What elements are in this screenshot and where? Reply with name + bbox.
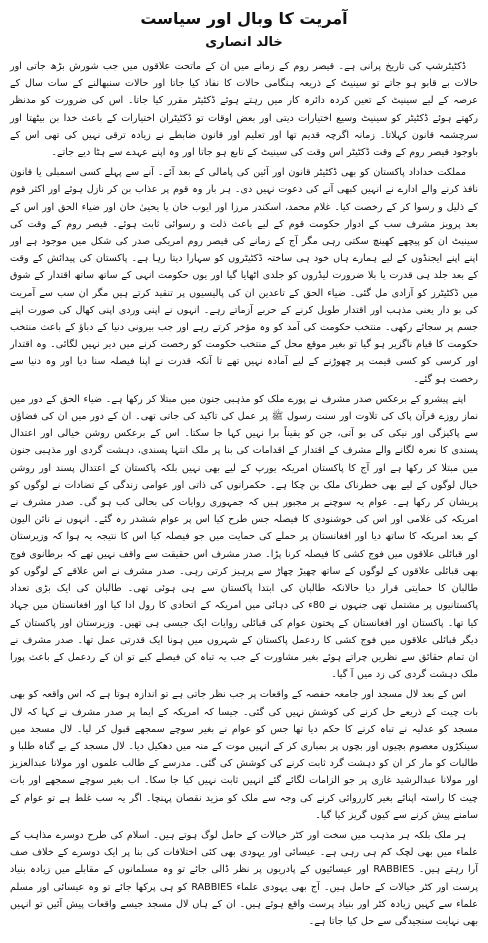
paragraph-1: ڈکٹیٹرشپ کی تاریخ پرانی ہے۔ قیصر روم کے زمانے میں ان کے ماتحت علاقوں میں جب شورش بڑھ جاتی اور حالات بے قابو ہو جاتے تو سینیٹ کے ذریعہ ہنگامی حالات کا نفاذ کیا جاتا اور حالات سنبھالنے کے سات سال کے عرصہ کے لیے سینیٹ کے تعین کردہ دائرہ کار میں رہتے ہوئے ڈکٹیٹر مقرر کیا جاتا۔ اس کی ضرورت کو مدنظر رکھتے ہوئے ڈکٹیٹر کو سینیٹ وسیع اختیارات دیتی اور بعض اوقات تو ڈکٹیٹران اختیارات کے باعث خدا بن بیٹھتا اور سرچشمہ قانون کہلاتا۔ زمانہ اگرچہ قدیم تھا اور تعلیم اور قانون ضابطے نے زیادہ ترقی نہیں کی تھی اس کے باوجود قیصر روم کے وقت ڈکٹیٹر اس وقت کی سینیٹ کے تابع ہو جاتا اور وہ اپنے عہدے سے ہٹا دیے جاتے۔: [10, 61, 478, 159]
paragraph-2: مملکت خداداد پاکستان کو بھی ڈکٹیٹر قانون اور آئین کی پامالی کے بعد آئے۔ آنے سے پہلے کسی اسمبلی یا قانون نافذ کرنے والے ادارے نے انہیں کبھی آنے کی دعوت نہیں دی۔ ہر بار وہ قوم پر عذاب بن کر نازل ہوئے اور اکثر قوم کے ذلیل و رسوا کر کے رخصت کیا۔ غلام محمد، اسکندر مرزا اور ایوب خان یا یحییٰ خان اور ضیاء الحق اور اس کے بعد پرویز مشرف سب کے ادوار حکومت قوم کے لیے باعث ذلت و رسوائی ثابت ہوئے۔ قیصر روم کے وقت کی سینیٹ ان کو پیچھے کھینچ سکتی رہی مگر آج کے زمانے کی قیصر روم امریکی صدر کی شکل میں موجود ہے اور اپنے اپنے ایجنڈوں کے لیے ہمارے ہاں خود ہی ساختہ ڈکٹیٹروں کو سہارا دیتا رہا ہے۔ پاکستان کی پیدائش کے وقت کے بعد جلد ہی قدرت یا بلا ضرورت لیڈروں کو جلدی اٹھایا گیا اور یوں حکومت انہی کے ساتھ ساتھ اقتدار کے شوق میں ڈکٹیٹرز کو آزادی مل گئی۔ ضیاء الحق کے تاعدین ان کی پالیسیوں پر تنقید کرتے ہیں مگر ان سب سے آمریت کی بو دار یعنی مذہب اور اقتدار طویل کرنے کے حربے آزماتے رہے۔ انہوں نے اپنی وردی اپنی کھال کی صورت اپنے جسم پر سجائے رکھی۔ منتخب حکومت کی آمد کو وہ مؤخر کرتے رہے اور جب بیرونی دنیا کے دباؤ کے باعث منتخب حکومت کا قیام ناگزیر ہو گیا تو بغیر موقع محل کے منتخب حکومت کو رخصت کرنے میں دیر نہیں لگائی۔ وہ اقتدار اور کرسی کو کسی قیمت پر چھوڑنے کے لیے آمادہ نہیں تھے تا آنکہ قدرت نے اپنا فیصلہ سنا دیا اور وہ دنیا سے رخصت ہو گئے۔: [10, 167, 478, 385]
article-title: آمریت کا وبال اور سیاست: [140, 9, 348, 28]
paragraph-5: ہر ملک بلکہ ہر مذہب میں سخت اور کٹر خیالات کے حامل لوگ ہوتے ہیں۔ اسلام کی طرح دوسرے مذاہب کے علماء میں بھی لچک کم ہی رہی ہے۔ عیسائی اور یہودی بھی کئی اختلافات کی بنا پر ایک دوسرے کے خلاف صف آرا رہتے ہیں۔ RABBIES اور عیسائیوں کے پادریوں پر نظر ڈالی جائے تو وہ مسلمانوں کے مقابلے میں زیادہ بنیاد پرست اور کٹر خیالات کے حامل ہیں۔ آج بھی یہودی علماء RABBIES کو ہی پرکھا جائے تو وہ عیسائی اور مسلم علماء سے کہیں زیادہ کٹر اور بنیاد پرست واقع ہوئے ہیں۔ ان کے ہاں لال مسجد جیسے واقعات پیش آئیں تو انہیں بھی نہایت سنجیدگی سے حل کیا جاتا ہے۔: [10, 829, 478, 927]
article-author: خالد انصاری: [205, 35, 283, 50]
paragraph-3: اپنے پیشرو کے برعکس صدر مشرف نے پورے ملک کو مذہبی جنون میں مبتلا کر رکھا ہے۔ ضیاء الحق کے دور میں نماز روزے قرآن پاک کی تلاوت اور سنت رسول ﷺ پر عمل کی تاکید کی جاتی تھی۔ ان کے دور میں ان کی فضاؤں سے پاکیزگی اور نیکی کی بو آتی، جن کو یقیناً برا نہیں کہا جا سکتا۔ اس کے برعکس روشن خیالی اور اعتدال پسندی کا نعرہ لگانے والے مشرف کے اقتدار کے اقدامات کی بنا پر ملک انتہا پسندی، دہشت گردی اور مذہبی جنون میں مبتلا کر رکھا ہے اور آج کا پاکستان امریکہ یورپ کے لیے بھی نہیں بلکہ پاکستان کے اعتدال پسند اور روشن خیال لوگوں کے لیے بھی خطرناک ملک بن چکا ہے۔ حکمرانوں کی ذاتی اور عوامی زندگی کے تضادات نے لوگوں کو پریشان کر رکھا ہے۔ عوام یہ سوچنے پر مجبور ہیں کہ جمہوری روایات کی بحالی کب ہو گی۔ صدر مشرف نے امریکہ کی غلامی اور اس کی خوشنودی کا فیصلہ جس طرح کیا اس پر عوام ششدر رہ گئے۔ انہوں نے نائن الیون کے بعد امریکہ کا ساتھ دیا اور افغانستان پر حملے کی حمایت میں جو فیصلہ کیا اس کا نتیجہ یہ ہوا کہ وزیرستان اور قبائلی علاقوں میں فوج کشی کا فیصلہ کرنا پڑا۔ صدر مشرف اس حقیقت سے واقف نہیں تھے کہ برطانوی فوج بھی قبائلی علاقوں کے لوگوں کے ساتھ چھیڑ چھاڑ سے پرہیز کرتی رہی۔ صدر مشرف نے اس علاقے کے لوگوں کو طالبان کا حمایتی قرار دیا حالانکہ طالبان کی ابتدا پاکستان سے ہی ہوئی تھی۔ طالبان کی ایک بڑی تعداد پاکستانیوں پر مشتمل تھی جنہوں نے 80ء کی دہائی میں امریکہ کے اتحادی کا رول ادا کیا اور افغانستان میں جہاد کیا تھا۔ پاکستان اور افغانستان کے پختون عوام کی قبائلی روایات ایک جیسی ہی تھیں۔ وزیرستان اور پاکستان کے دیگر قبائلی علاقوں میں فوج کشی کا ردعمل پاکستان کے شہروں میں ہونا ایک قدرتی عمل تھا۔ صدر مشرف نے ان تمام حقائق سے نظریں چراتے ہوئے بغیر مشاورت کے جب یہ تباہ کن فیصلے کیے تو ان کے ردعمل کے باعث پورا ملک دہشت گردی کی زد میں آ گیا۔: [10, 393, 478, 681]
paragraph-4: اس کے بعد لال مسجد اور جامعہ حفصہ کے واقعات پر جب نظر جاتی ہے تو اندازہ ہوتا ہے کہ اس واقعہ کو بھی بات چیت کے ذریعے حل کرنے کی کوشش نہیں کی گئی۔ جیسا کہ امریکہ کے ایما پر صدر مشرف نے کہا کہ لال مسجد کو عدلیہ نے تباہ کرنے کا حکم دیا تھا جس کو عوام نے بغیر سوچے سمجھے قبول کر لیا۔ لال مسجد میں سینکڑوں معصوم بچیوں اور بچوں پر بمباری کر کے انہیں موت کے منہ میں دھکیل دیا۔ لال مسجد کے بے گناہ طلبا و طالبات کو مار کر ان کو دہشت گرد ثابت کرنے کی کوشش کی گئی۔ مدرسے کے طالب علموں اور مولانا عبدالعزیز اور مولانا عبدالرشید غازی پر جو الزامات لگائے گئے انہیں ثابت نہیں کیا جا سکا۔ اب بغیر سوچے سمجھے اور بات چیت کا راستہ اپنائے بغیر کارروائی کرنے کی وجہ سے ملک کو مزید نقصان پہنچا۔ اگر یہ سب غلط ہے تو عوام کے سامنے پیش کرنے سے کیوں گریز کیا گیا۔: [10, 689, 478, 821]
